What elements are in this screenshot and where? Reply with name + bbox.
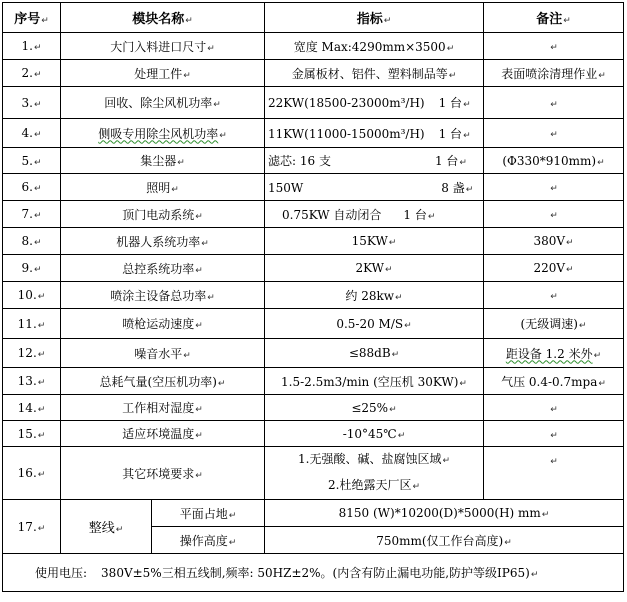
row-remark: 220V↵ xyxy=(484,255,624,282)
table-row xyxy=(3,447,624,500)
sub-value: 8150 (W)*10200(D)*5000(H) mm↵ xyxy=(265,500,624,527)
row-remark: ↵ xyxy=(484,174,624,201)
row-name: 工作相对湿度↵ xyxy=(61,395,265,421)
row-no: 7.↵ xyxy=(3,201,61,228)
row-spec: 11KW(11000-15000m³/H) 1 台↵ xyxy=(265,119,484,148)
row-spec: 金属板材、铝件、塑料制品等↵ xyxy=(265,60,484,87)
table-row xyxy=(3,395,624,421)
row-name: 总控系统功率↵ xyxy=(61,255,265,282)
row-name: 大门入料进口尺寸↵ xyxy=(61,33,265,60)
row-no: 12.↵ xyxy=(3,339,61,368)
row-remark: ↵ xyxy=(484,395,624,421)
row-spec: 22KW(18500-23000m³/H) 1 台↵ xyxy=(265,87,484,119)
table-row xyxy=(3,148,624,174)
row-name: 其它环境要求↵ xyxy=(61,447,265,500)
row-no: 17.↵ xyxy=(3,500,61,554)
env-requirement-line: 1.无强酸、碱、盐腐蚀区域↵ xyxy=(298,452,450,466)
row-name: 机器人系统功率↵ xyxy=(61,228,265,255)
row-spec: ≤25%↵ xyxy=(265,395,484,421)
row-spec: 15KW↵ xyxy=(265,228,484,255)
table-row xyxy=(3,60,624,87)
row-spec: 0.5-20 M/S↵ xyxy=(265,309,484,339)
table-row xyxy=(3,201,624,228)
row-no: 11.↵ xyxy=(3,309,61,339)
row-name: 回收、除尘风机功率↵ xyxy=(61,87,265,119)
header-name: 模块名称↵ xyxy=(61,3,265,33)
table-row xyxy=(3,255,624,282)
header-row xyxy=(3,3,624,33)
row-no: 14.↵ xyxy=(3,395,61,421)
sub-label: 操作高度↵ xyxy=(152,527,265,554)
table-row xyxy=(3,500,624,527)
table-row xyxy=(3,228,624,255)
row-remark: (Φ330*910mm)↵ xyxy=(484,148,624,174)
row-name: 喷枪运动速度↵ xyxy=(61,309,265,339)
spec-table xyxy=(2,2,624,592)
row-remark: ↵ xyxy=(484,201,624,228)
table-row xyxy=(3,174,624,201)
row-spec: 滤芯: 16 支 1 台↵ xyxy=(265,148,484,174)
row-no: 2.↵ xyxy=(3,60,61,87)
row-spec: 约 28kw↵ xyxy=(265,282,484,309)
row-remark: (无级调速)↵ xyxy=(484,309,624,339)
voltage-note: 使用电压: 380V±5%三相五线制,频率: 50HZ±2%。(内含有防止漏电功能,防护等级IP65)↵ xyxy=(3,554,624,592)
row-name: 喷涂主设备总功率↵ xyxy=(61,282,265,309)
row-spec: 1.5-2.5m3/min (空压机 30KW)↵ xyxy=(265,368,484,395)
row-remark: ↵ xyxy=(484,447,624,500)
row-spec: 0.75KW 自动闭合 1 台↵ xyxy=(265,201,484,228)
row-remark: ↵ xyxy=(484,421,624,447)
row-no: 16.↵ xyxy=(3,447,61,500)
row-remark: ↵ xyxy=(484,33,624,60)
table-row xyxy=(3,421,624,447)
row-spec: 2KW↵ xyxy=(265,255,484,282)
row-spec: 150W 8 盏↵ xyxy=(265,174,484,201)
row-spec: ≤88dB↵ xyxy=(265,339,484,368)
env-requirement-line: 2.杜绝露天厂区↵ xyxy=(328,478,420,492)
row-name: 顶门电动系统↵ xyxy=(61,201,265,228)
row-no: 10.↵ xyxy=(3,282,61,309)
header-spec: 指标↵ xyxy=(265,3,484,33)
table-row xyxy=(3,119,624,148)
row-spec: 宽度 Max:4290mm×3500↵ xyxy=(265,33,484,60)
row-no: 3.↵ xyxy=(3,87,61,119)
row-no: 5.↵ xyxy=(3,148,61,174)
row-no: 6.↵ xyxy=(3,174,61,201)
group-label: 整线↵ xyxy=(61,500,152,554)
row-name: 集尘器↵ xyxy=(61,148,265,174)
row-remark: 表面喷涂清理作业↵ xyxy=(484,60,624,87)
row-no: 13.↵ xyxy=(3,368,61,395)
table-row xyxy=(3,87,624,119)
table-row xyxy=(3,339,624,368)
row-spec: -10°45℃↵ xyxy=(265,421,484,447)
header-no: 序号↵ xyxy=(3,3,61,33)
row-no: 4.↵ xyxy=(3,119,61,148)
row-name: 适应环境温度↵ xyxy=(61,421,265,447)
row-name: 噪音水平↵ xyxy=(61,339,265,368)
row-name: 照明↵ xyxy=(61,174,265,201)
header-remark: 备注↵ xyxy=(484,3,624,33)
row-remark: 气压 0.4-0.7mpa↵ xyxy=(484,368,624,395)
sub-value: 750mm(仅工作台高度)↵ xyxy=(265,527,624,554)
row-remark: ↵ xyxy=(484,282,624,309)
row-remark: ↵ xyxy=(484,87,624,119)
row-name: 总耗气量(空压机功率)↵ xyxy=(61,368,265,395)
row-name: 处理工件↵ xyxy=(61,60,265,87)
table-row xyxy=(3,282,624,309)
table-row xyxy=(3,33,624,60)
row-remark: 380V↵ xyxy=(484,228,624,255)
row-remark: 距设备 1.2 米外↵ xyxy=(484,339,624,368)
row-spec xyxy=(265,447,484,500)
row-no: 15.↵ xyxy=(3,421,61,447)
table-row xyxy=(3,309,624,339)
row-remark: ↵ xyxy=(484,119,624,148)
row-no: 9.↵ xyxy=(3,255,61,282)
row-no: 8.↵ xyxy=(3,228,61,255)
footer-row xyxy=(3,554,624,592)
row-name: 侧吸专用除尘风机功率↵ xyxy=(61,119,265,148)
table-row xyxy=(3,368,624,395)
sub-label: 平面占地↵ xyxy=(152,500,265,527)
row-no: 1.↵ xyxy=(3,33,61,60)
